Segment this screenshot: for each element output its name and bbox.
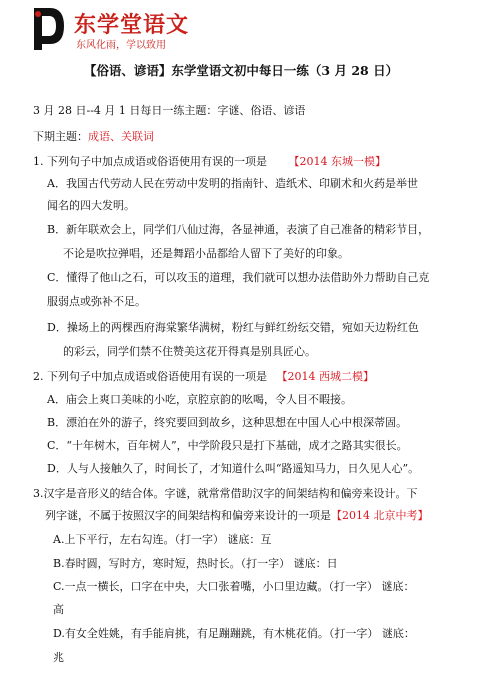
q2-option-b: B．漂泊在外的游子，终究要回到故乡，这种思想在中国人心中根深蒂固。 [47, 416, 408, 429]
q1-option-a-line2: 闻名的四大发明。 [47, 199, 135, 212]
question-3-source: 【2014 北京中考】 [331, 509, 429, 522]
question-2-stem-line [33, 370, 374, 384]
question-1-stem-line [33, 155, 386, 169]
logo-slogan: 东风化雨，学以致用 [76, 40, 166, 51]
logo-title: 东学堂语文 [74, 13, 190, 38]
q3-option-d-line2: 兆 [53, 651, 64, 664]
q2-option-c: C．“十年树木，百年树人”，中学阶段只是打下基础，成才之路其实很长。 [47, 439, 408, 452]
q1-option-c-line1: C．懂得了他山之石，可以攻玉的道理，我们就可以想办法借助外力帮助自己克 [47, 271, 430, 284]
question-3-stem: 列字谜，不属于按照汉字的间架结构和偏旁来设计的一项是 [45, 509, 331, 522]
q3-option-a: A.上下平行，左右勾连。（打一字） 谜底：互 [53, 533, 272, 546]
next-topic-line [33, 130, 154, 144]
q1-option-b-line1: B．新年联欢会上，同学们八仙过海，各显神通，表演了自己准备的精彩节目， [47, 223, 430, 236]
q3-option-c-line2: 高 [53, 603, 64, 616]
question-2-source: 【2014 西城二模】 [276, 370, 374, 383]
intro-text: 3 月 28 日--4 月 1 日每日一练主题：字谜、俗语、谚语 [33, 104, 306, 117]
q1-option-d-line1: D．操场上的两棵西府海棠繁华满树，粉红与鲜红纷纭交错，宛如天边粉红色 [47, 321, 419, 334]
q1-option-d-line2: 的彩云，同学们禁不住赞美这花开得真是别具匠心。 [63, 345, 316, 358]
question-1-stem: 1. 下列句子中加点成语或俗语使用有误的一项是 [33, 155, 267, 168]
question-2-stem: 2. 下列句子中加点成语或俗语使用有误的一项是 [33, 370, 267, 383]
question-3-stem-line1: 3.汉字是音形义的结合体。字谜，就常常借助汉字的间架结构和偏旁来设计。下 [33, 487, 418, 500]
q1-option-b-line2: 不论是吹拉弹唱，还是舞蹈小品都给人留下了美好的印象。 [63, 247, 349, 260]
question-3-stem-line2 [45, 509, 429, 523]
document-title: 【俗语、谚语】东学堂语文初中每日一练（3 月 28 日） [83, 63, 399, 78]
q1-option-a-line1: A．我国古代劳动人民在劳动中发明的指南针、造纸术、印刷术和火药是举世 [47, 177, 418, 190]
q2-option-d: D．人与人接触久了，时间长了，才知道什么叫“路遥知马力，日久见人心”。 [47, 462, 420, 475]
logo-mark-icon [28, 6, 68, 52]
q3-option-b: B.春时圆，写时方，寒时短，热时长。（打一字） 谜底：日 [53, 557, 338, 570]
q3-option-d-line1: D.有女全姓姚，有手能肩挑，有足蹦蹦跳，有木桃花俏。（打一字） 谜底： [53, 627, 415, 640]
next-topic: 成语、关联词 [88, 130, 154, 143]
q1-option-c-line2: 服弱点或弥补不足。 [47, 295, 146, 308]
next-topic-label: 下期主题： [33, 130, 88, 143]
q2-option-a: A．庙会上爽口美味的小吃，京腔京韵的吆喝，令人目不暇接。 [47, 393, 352, 406]
q3-option-c-line1: C.一点一横长，口字在中央，大口张着嘴，小口里边藏。（打一字） 谜底： [53, 580, 415, 593]
question-1-source: 【2014 东城一模】 [288, 155, 386, 168]
